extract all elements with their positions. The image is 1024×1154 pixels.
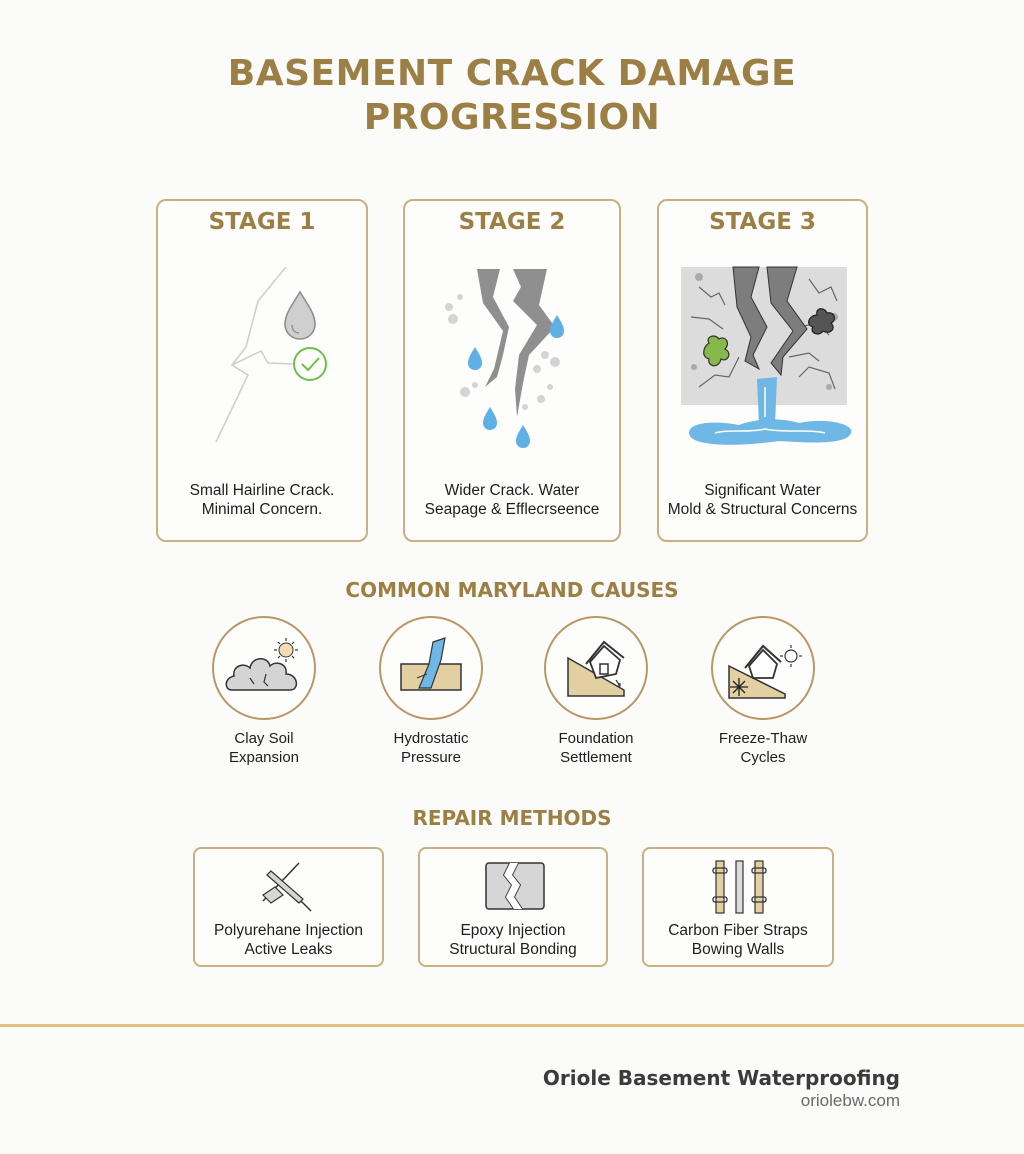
stage-2-card — [403, 199, 621, 542]
cause-foundation-settlement: Foundation Settlement — [544, 616, 648, 767]
causes-heading: COMMON MARYLAND CAUSES — [345, 578, 679, 602]
repair-polyurethane: Polyurehane Injection Active Leaks — [193, 847, 384, 967]
cause-hydrostatic-pressure: Hydrostatic Pressure — [379, 616, 483, 767]
stage-3-description: Significant Water Mold & Structural Concerns — [667, 482, 858, 518]
stage-2-description: Wider Crack. Water Seapage & Efflecrseence — [424, 482, 600, 518]
repair-epoxy: Epoxy Injection Structural Bonding — [418, 847, 608, 967]
stage-1-description: Small Hairline Crack. Minimal Concern. — [189, 482, 335, 518]
footer-divider — [0, 1024, 1024, 1027]
straps-icon — [644, 855, 836, 915]
stage-1-card — [156, 199, 368, 542]
footer-brand: Oriole Basement Waterproofing — [542, 1066, 900, 1090]
house-on-slope-icon — [546, 618, 646, 718]
water-through-soil-icon — [381, 618, 481, 718]
footer-url[interactable]: oriolebw.com — [800, 1091, 900, 1110]
title-line-1: BASEMENT CRACK DAMAGE — [227, 53, 797, 94]
repairs-heading: REPAIR METHODS — [412, 806, 612, 830]
page-title — [0, 52, 1024, 140]
hairline-crack-droplet-check-icon — [158, 257, 370, 457]
clay-soil-sun-icon — [214, 618, 314, 718]
house-snowflake-sun-icon — [713, 618, 813, 718]
stage-3-card — [657, 199, 868, 542]
stage-2-label: STAGE 2 — [458, 209, 566, 235]
caulk-gun-icon — [195, 855, 386, 915]
cracked-block-icon — [420, 855, 610, 915]
repair-carbon-fiber: Carbon Fiber Straps Bowing Walls — [642, 847, 834, 967]
wide-crack-water-drops-icon — [405, 257, 623, 457]
stage-1-label: STAGE 1 — [208, 209, 316, 235]
cause-clay-soil: Clay Soil Expansion — [212, 616, 316, 767]
severe-crack-leak-mold-icon — [659, 257, 870, 457]
cause-freeze-thaw: Freeze-Thaw Cycles — [711, 616, 815, 767]
title-line-2: PROGRESSION — [363, 97, 661, 138]
stage-3-label: STAGE 3 — [709, 209, 816, 235]
